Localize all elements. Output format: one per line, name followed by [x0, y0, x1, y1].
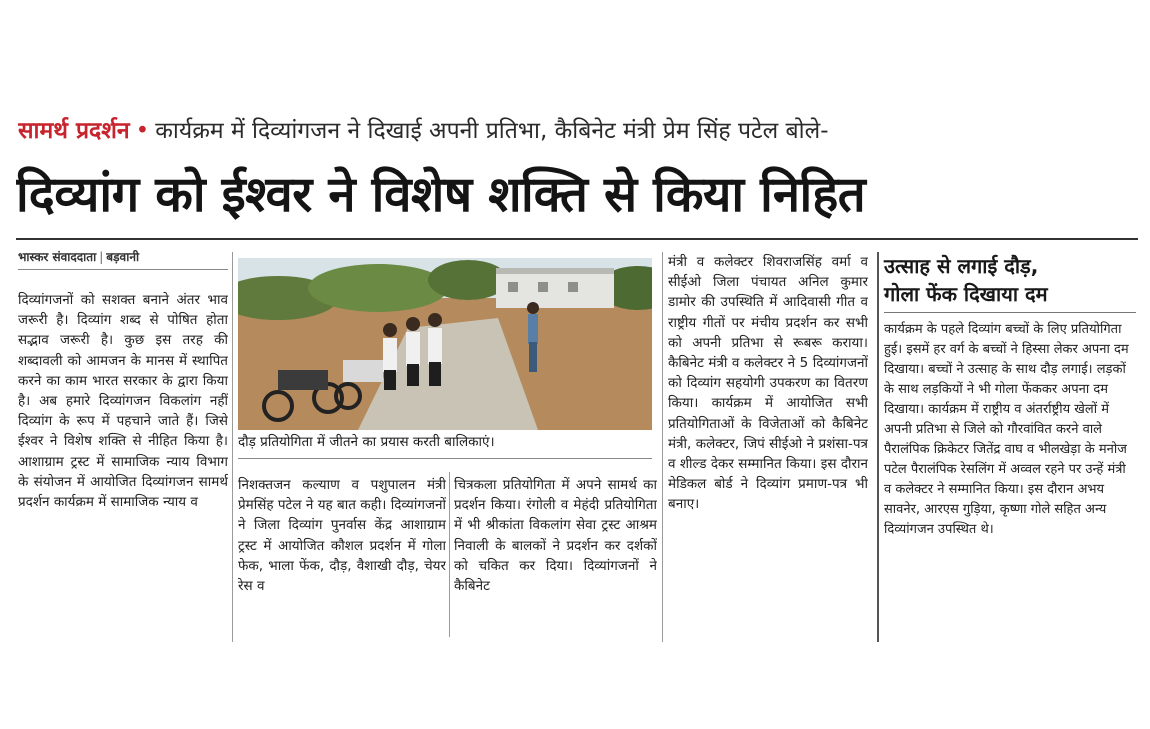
byline-reporter: भास्कर संवाददाता [18, 250, 97, 264]
article-column-4: मंत्री व कलेक्टर शिवराजसिंह वर्मा व सीईओ जिला पंचायत अनिल कुमार डामोर की उपस्थिति में आदिवासी गीत व राष्ट्रीय गीतों पर मंचीय प्रदर्शन कर सभी को अपनी प्रतिभा से रूबरू कराया। कैबिनेट मंत्री व कलेक्टर ने 5 दिव्यांगजनों को दिव्यांग सहयोगी उपकरण का वितरण किया। कार्यक्रम में आयोजित सभी प्रतियोगिताओं के विजेताओं को कैबिनेट मंत्री, कलेक्टर, जिपं सीईओ ने प्रशंसा-पत्र व शील्ड देकर सम्मानित किया। इस दौरान मेडिकल बोर्ड ने दिव्यांग प्रमाण-पत्र भी बनाए। [668, 254, 868, 513]
sidebar-headline-line-2: गोला फेंक दिखाया दम [884, 282, 1048, 306]
sidebar-body: कार्यक्रम के पहले दिव्यांग बच्चों के लिए प्रतियोगिता हुई। इसमें हर वर्ग के बच्चों ने हिस्सा लेकर अपना दम दिखाया। बच्चों ने उत्साह के साथ दौड़ लगाई। लड़कों के साथ लड़कियों ने भी गोला फेंककर अपना दम दिखाया। कार्यक्रम में राष्ट्रीय व अंतर्राष्ट्रीय खेलों में अपनी प्रतिभा से जिले को गौरवांवित करने वाले पैरालंपिक क्रिकेटर जितेंद्र वाघ व भीलखेड़ा के मनोज पटेल पैरालंपिक रेसलिंग में अव्वल रहने पर उन्हें मंत्री व कलेक्टर ने सम्मानित किया। इस दौरान अभय सावनेर, आरएस गुड़िया, कृष्णा गोले सहित अन्य दिव्यांगजन उपस्थित थे। [884, 322, 1129, 537]
column-divider [662, 252, 663, 642]
article-column-1: दिव्यांगजनों को सशक्त बनाने अंतर भाव जरूरी है। दिव्यांग शब्द से पोषित होता सद्भाव जरूरी है। कुछ इस तरह की शब्दावली को आमजन के मानस में स्थापित करने का काम भारत सरकार के द्वारा किया है। अब हमारे दिव्यांगजन विकलांग नहीं दिव्यांग के रूप में पहचाने जाते हैं। जिसे ईश्वर ने विशेष शक्ति से नीहित किया है। आशाग्राम ट्रस्ट में सामाजिक न्याय विभाग के संयोजन में आयोजित दिव्यांगजन सामर्थ प्रदर्शन कार्यक्रम में सामाजिक न्याय व [18, 292, 228, 511]
byline-separator: | [99, 250, 104, 264]
kicker-text: कार्यक्रम में दिव्यांगजन ने दिखाई अपनी प्रतिभा, कैबिनेट मंत्री प्रेम सिंह पटेल बोले- [155, 118, 829, 144]
column-divider [232, 252, 233, 642]
kicker-label: सामर्थ प्रदर्शन [18, 118, 130, 144]
sidebar-rule [884, 312, 1136, 313]
photo-caption: दौड़ प्रतियोगिता में जीतने का प्रयास करती बालिकाएं। [238, 432, 652, 459]
kicker-bullet: • [135, 118, 150, 144]
sidebar-headline [884, 252, 1136, 308]
photo-illustration [238, 258, 652, 430]
article-column-3: चित्रकला प्रतियोगिता में अपने सामर्थ का प्रदर्शन किया। रंगोली व मेहंदी प्रतियोगिता में भी श्रीकांता विकलांग सेवा ट्रस्ट आश्रम निवाली के बालकों ने प्रदर्शन कर दर्शकों को चकित कर दिया। दिव्यांगजनों ने कैबिनेट [454, 477, 657, 595]
byline-place: बड़वानी [106, 250, 140, 264]
sidebar-divider [877, 252, 879, 642]
column-divider [449, 472, 450, 637]
article-photo [238, 258, 652, 430]
kicker-line [18, 114, 1138, 148]
headline-rule [16, 238, 1138, 240]
sidebar-headline-line-1: उत्साह से लगाई दौड़, [884, 254, 1039, 278]
main-headline: दिव्यांग को ईश्वर ने विशेष शक्ति से किया निहित [16, 166, 866, 223]
article-column-2: निशक्तजन कल्याण व पशुपालन मंत्री प्रेमसिंह पटेल ने यह बात कही। दिव्यांगजनों ने जिला दिव्यांग पुनर्वास केंद्र आशाग्राम ट्रस्ट में आयोजित कौशल प्रदर्शन में गोला फेक, भाला फेंक, दौड़, वैशाखी दौड़, चेयर रेस व [238, 477, 446, 595]
byline [18, 248, 228, 270]
